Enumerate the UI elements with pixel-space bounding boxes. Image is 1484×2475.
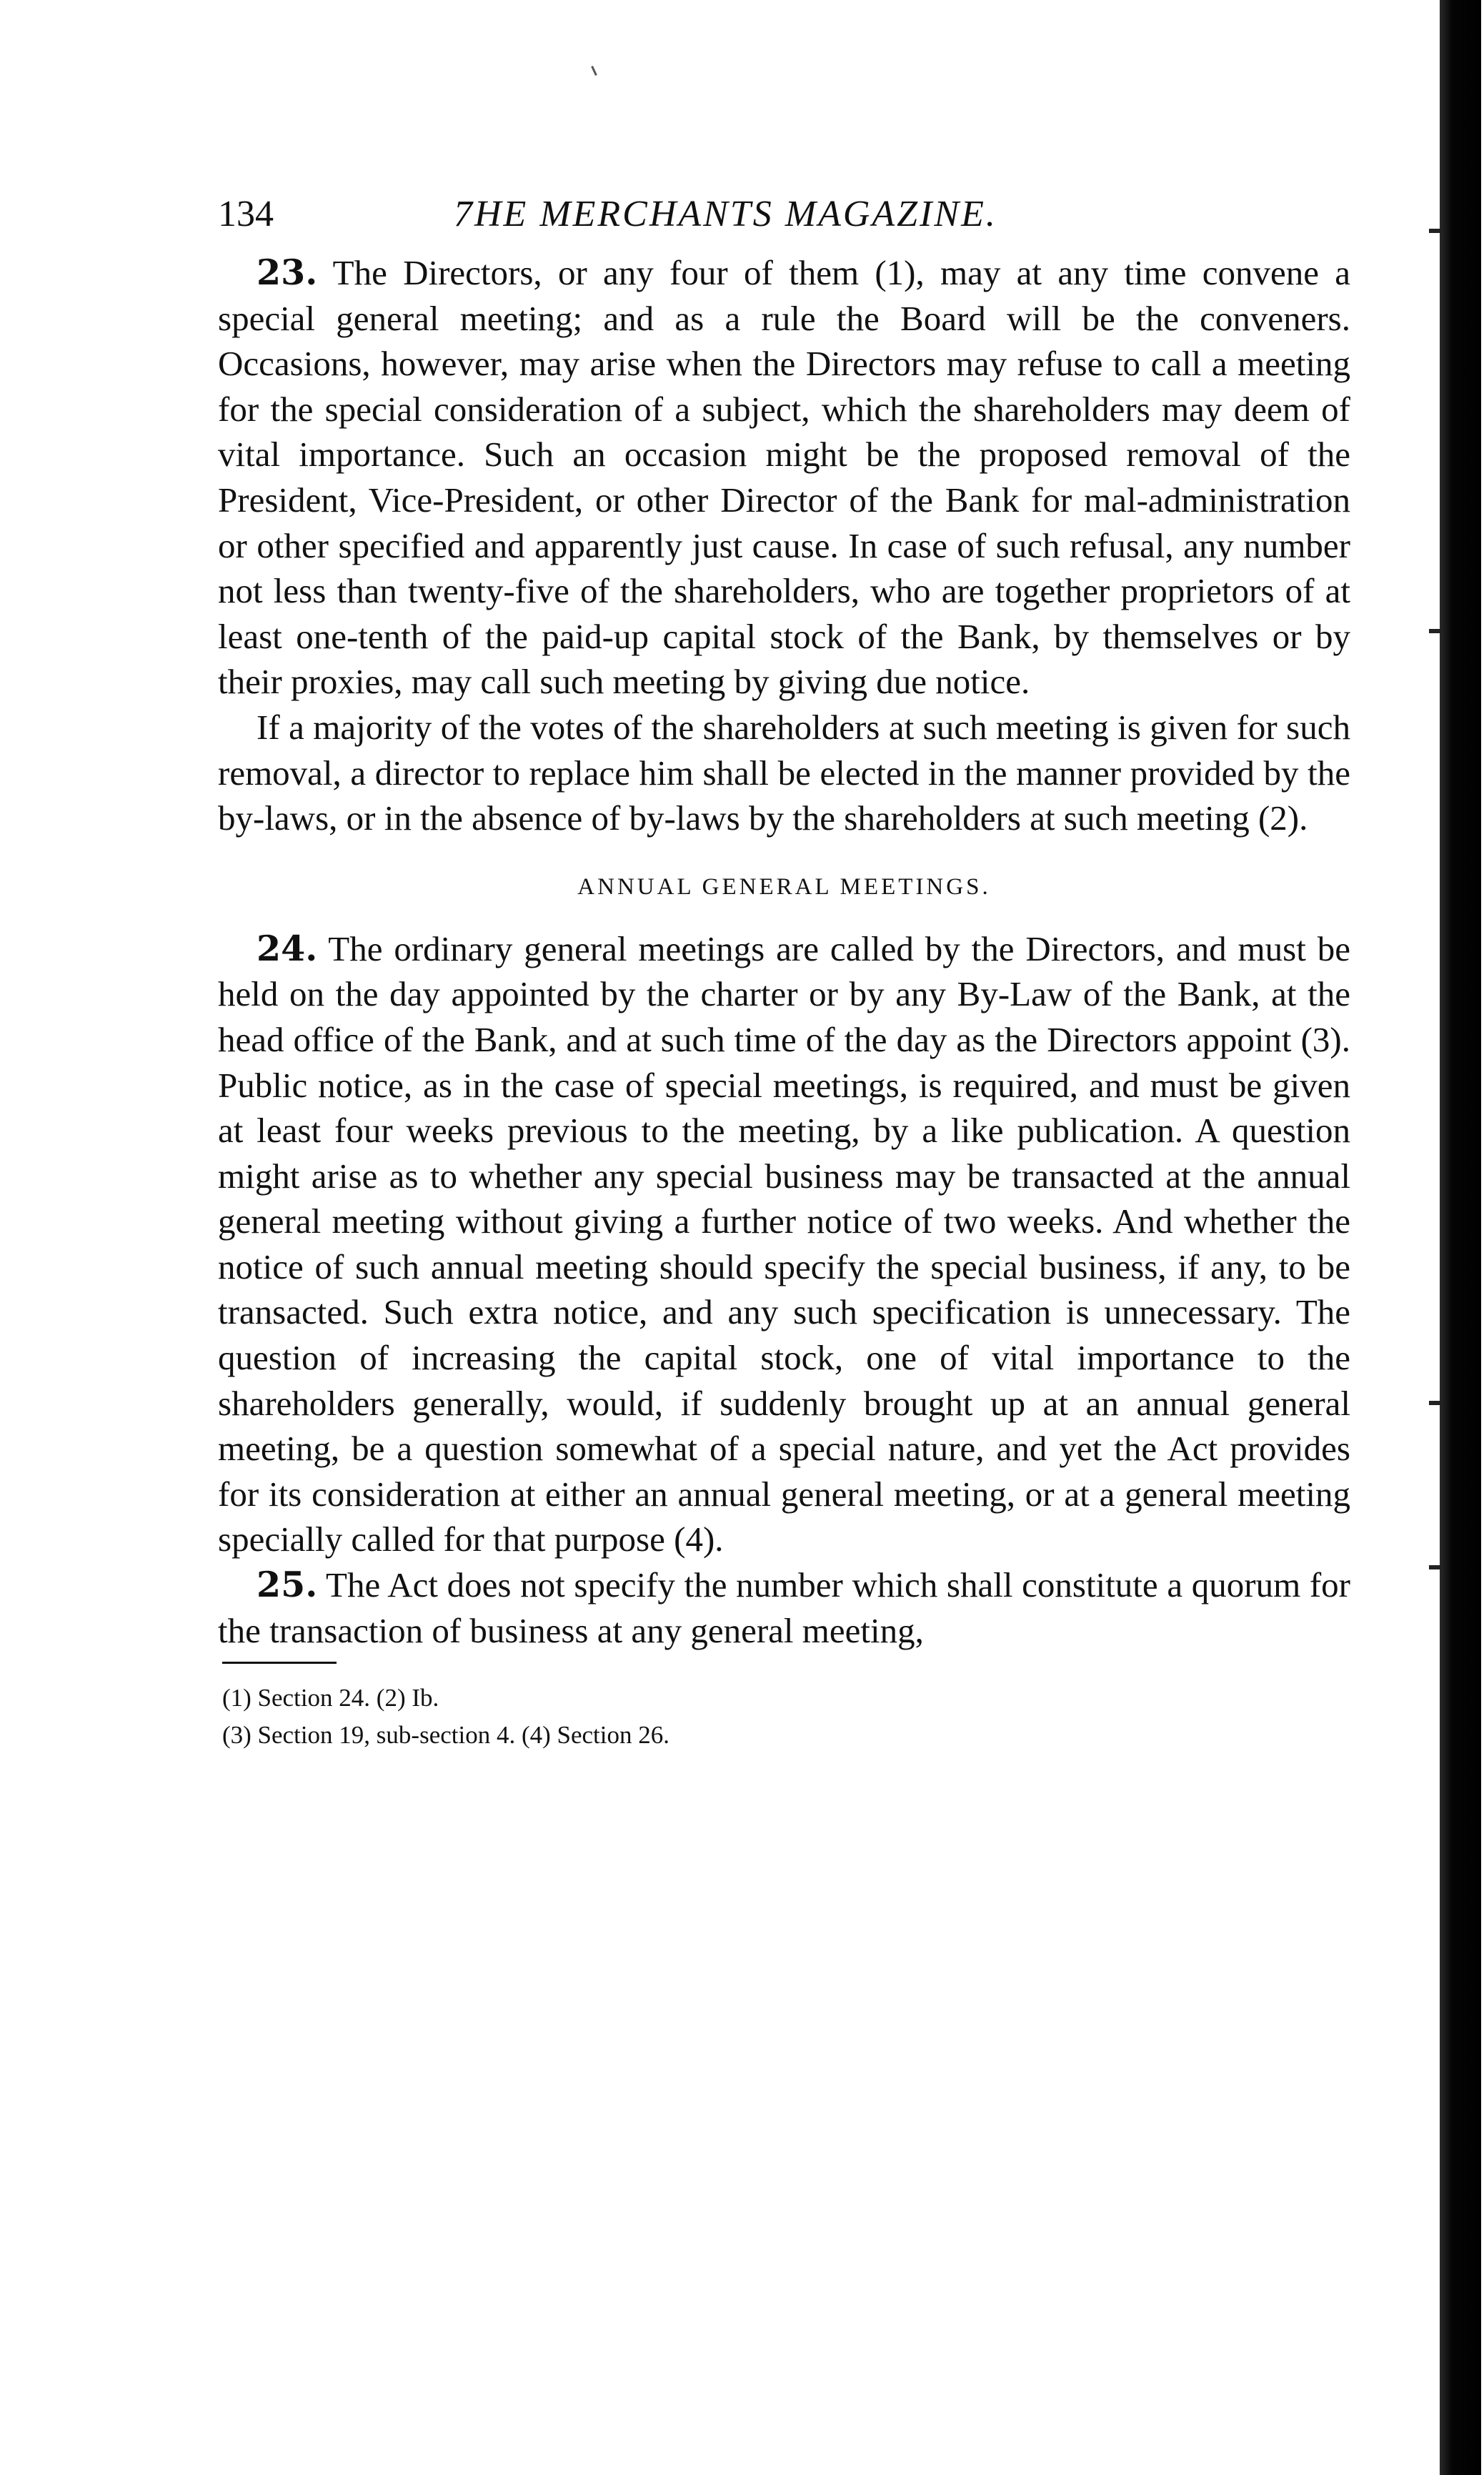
page-number: 134 xyxy=(218,194,274,234)
binding-notch xyxy=(1429,1565,1442,1569)
footnote-line: (1) Section 24. (2) Ib. xyxy=(222,1684,439,1712)
section-number: 23. xyxy=(257,252,318,293)
section-23-paragraph xyxy=(218,250,1350,705)
running-head xyxy=(218,193,1350,250)
footnotes xyxy=(218,1680,1350,1754)
binding-notch xyxy=(1429,229,1442,233)
section-number: 24. xyxy=(257,927,318,969)
footnote-rule xyxy=(222,1662,337,1664)
book-page xyxy=(218,193,1350,1754)
section-24-paragraph xyxy=(218,926,1350,1562)
body-text xyxy=(218,250,1350,1653)
binding-notch xyxy=(1429,1401,1442,1405)
section-25-paragraph xyxy=(218,1562,1350,1653)
paragraph-text: If a majority of the votes of the shareholders at such meeting is given for such removal, a director to replace him shall be elected in the manner provided by the by-laws, or in the absence of by-laws by the shareholders at such meeting (2). xyxy=(218,707,1350,838)
paragraph-text: The ordinary general meetings are called by the Directors, and must be held on the day appointed by the charter or by any By-Law of the Bank, at the head office of the Bank, and at such time of the day as the Directors appoint (3). Public notice, as in the case of special meetings, is required, and must be given at least four weeks previous to the meeting, by a like publication. A question might arise as to whether any special business may be transacted at the annual general meeting without giving a further notice of two weeks. And whether the notice of such annual meeting should specify the special business, if any, to be transacted. Such extra notice, and any such specification is unnecessary. The question of increasing the capital stock, one of vital importance to the shareholders generally, would, if suddenly brought up at an annual general meeting, be a question somewhat of a special nature, and yet the Act provides for its consideration at either an annual general meeting, or at a general meeting specially called for that purpose (4). xyxy=(218,928,1350,1559)
section-heading: ANNUAL GENERAL MEETINGS. xyxy=(577,873,991,900)
stray-ink-mark xyxy=(591,66,597,76)
footnote-line: (3) Section 19, sub-section 4. (4) Section 26. xyxy=(222,1721,670,1750)
paragraph-text: The Directors, or any four of them (1), may at any time convene a special general meeting; and as a rule the Board will be the conveners. Occasions, however, may arise when the Directors may refuse to call a meeting for the special consideration of a subject, which the shareholders may deem of vital importance. Such an occasion might be the proposed removal of the President, Vice-President, or other Director of the Bank for mal-administration or other specified and apparently just cause. In case of such refusal, any number not less than twenty-five of the shareholders, who are together proprietors of at least one-tenth of the paid-up capital stock of the Bank, by themselves or by their proxies, may call such meeting by giving due notice. xyxy=(218,253,1350,702)
binding-notch xyxy=(1429,629,1442,633)
page-binding-edge xyxy=(1440,0,1481,2475)
section-23-continuation xyxy=(218,705,1350,841)
paragraph-text: The Act does not specify the number which shall constitute a quorum for the transaction of business at any general meeting, xyxy=(218,1565,1350,1650)
journal-title: 7HE MERCHANTS MAGAZINE. xyxy=(454,194,997,234)
section-number: 25. xyxy=(257,1564,318,1606)
